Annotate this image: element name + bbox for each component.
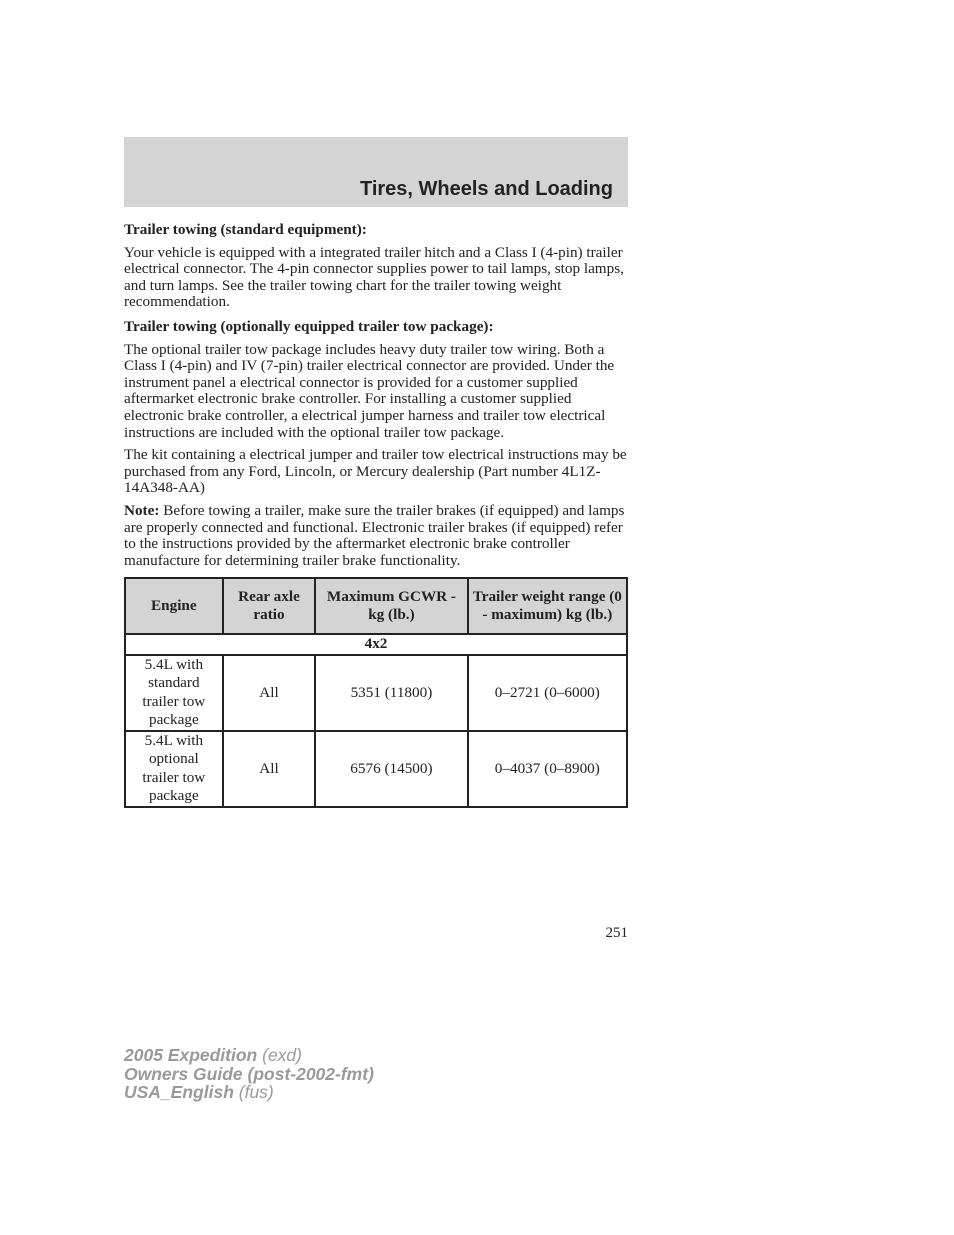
footer-model-name: 2005 Expedition: [124, 1045, 258, 1065]
note-paragraph: [124, 503, 628, 569]
table-header-cell: Maximum GCWR - kg (lb.): [315, 578, 467, 634]
page-content: [124, 220, 628, 808]
trailer-weight-cell: 0–2721 (0–6000): [468, 655, 627, 731]
page-number: 251: [605, 925, 628, 941]
trailer-towing-table: [124, 577, 628, 808]
standard-towing-paragraph: Your vehicle is equipped with a integrated trailer hitch and a Class I (4-pin) trailer electrical connector. The 4-pin connector supplies power to tail lamps, stop lamps, and turn lamps. See the trailer towing chart for the trailer towing weight recommendation.: [124, 243, 624, 311]
table-row: [125, 655, 627, 731]
engine-cell: 5.4L with optional trailer tow package: [125, 731, 223, 807]
footer-line-guide: [124, 1065, 374, 1084]
document-footer: [124, 1046, 374, 1102]
table-group-row: [125, 634, 627, 655]
optional-towing-paragraph-2: The kit containing a electrical jumper and trailer tow electrical instructions may be purchased from any Ford, Lincoln, or Mercury dealership (Part number 4L1Z-14A348-AA): [124, 446, 627, 497]
table-header-cell: Trailer weight range (0 - maximum) kg (lb.): [468, 578, 627, 634]
footer-model-code: (exd): [257, 1045, 302, 1065]
optional-towing-paragraph-1: The optional trailer tow package includes heavy duty trailer tow wiring. Both a Class I (4-pin) and IV (7-pin) trailer electrical connector are provided. Under the instrument panel a electrical connector is provided for a customer supplied aftermarket electronic brake controller. For installing a customer supplied electronic brake controller, a electrical jumper harness and trailer tow electrical instructions are included with the optional trailer tow package.: [124, 340, 615, 441]
axle-ratio-cell: All: [223, 731, 316, 807]
table-header-row: [125, 578, 627, 634]
section-header-band: [124, 137, 628, 207]
drive-type-label: 4x2: [125, 634, 627, 655]
footer-language-code: (fus): [233, 1082, 274, 1102]
axle-ratio-cell: All: [223, 655, 316, 731]
footer-line-model: [124, 1046, 374, 1065]
section-title: Tires, Wheels and Loading: [359, 178, 613, 200]
standard-towing-heading: Trailer towing (standard equipment):: [124, 221, 367, 238]
note-label: Note:: [124, 501, 160, 519]
trailer-weight-cell: 0–4037 (0–8900): [468, 731, 627, 807]
table-header-cell: Rear axle ratio: [223, 578, 316, 634]
footer-guide-name: Owners Guide (post-2002-fmt): [124, 1063, 374, 1084]
gcwr-cell: 6576 (14500): [315, 731, 467, 807]
engine-cell: 5.4L with standard trailer tow package: [125, 655, 223, 731]
note-text: Before towing a trailer, make sure the trailer brakes (if equipped) and lamps are properly connected and functional. Electronic trailer brakes (if equipped) refer to the instructions provided by the aftermarket electronic brake controller manufacture for determining trailer brake functionality.: [124, 501, 625, 569]
table-header-cell: Engine: [125, 578, 223, 634]
footer-language: USA_English: [124, 1082, 234, 1102]
optional-towing-heading: Trailer towing (optionally equipped trailer tow package):: [124, 317, 494, 335]
table-row: [125, 731, 627, 807]
gcwr-cell: 5351 (11800): [315, 655, 467, 731]
footer-line-language: [124, 1083, 374, 1102]
